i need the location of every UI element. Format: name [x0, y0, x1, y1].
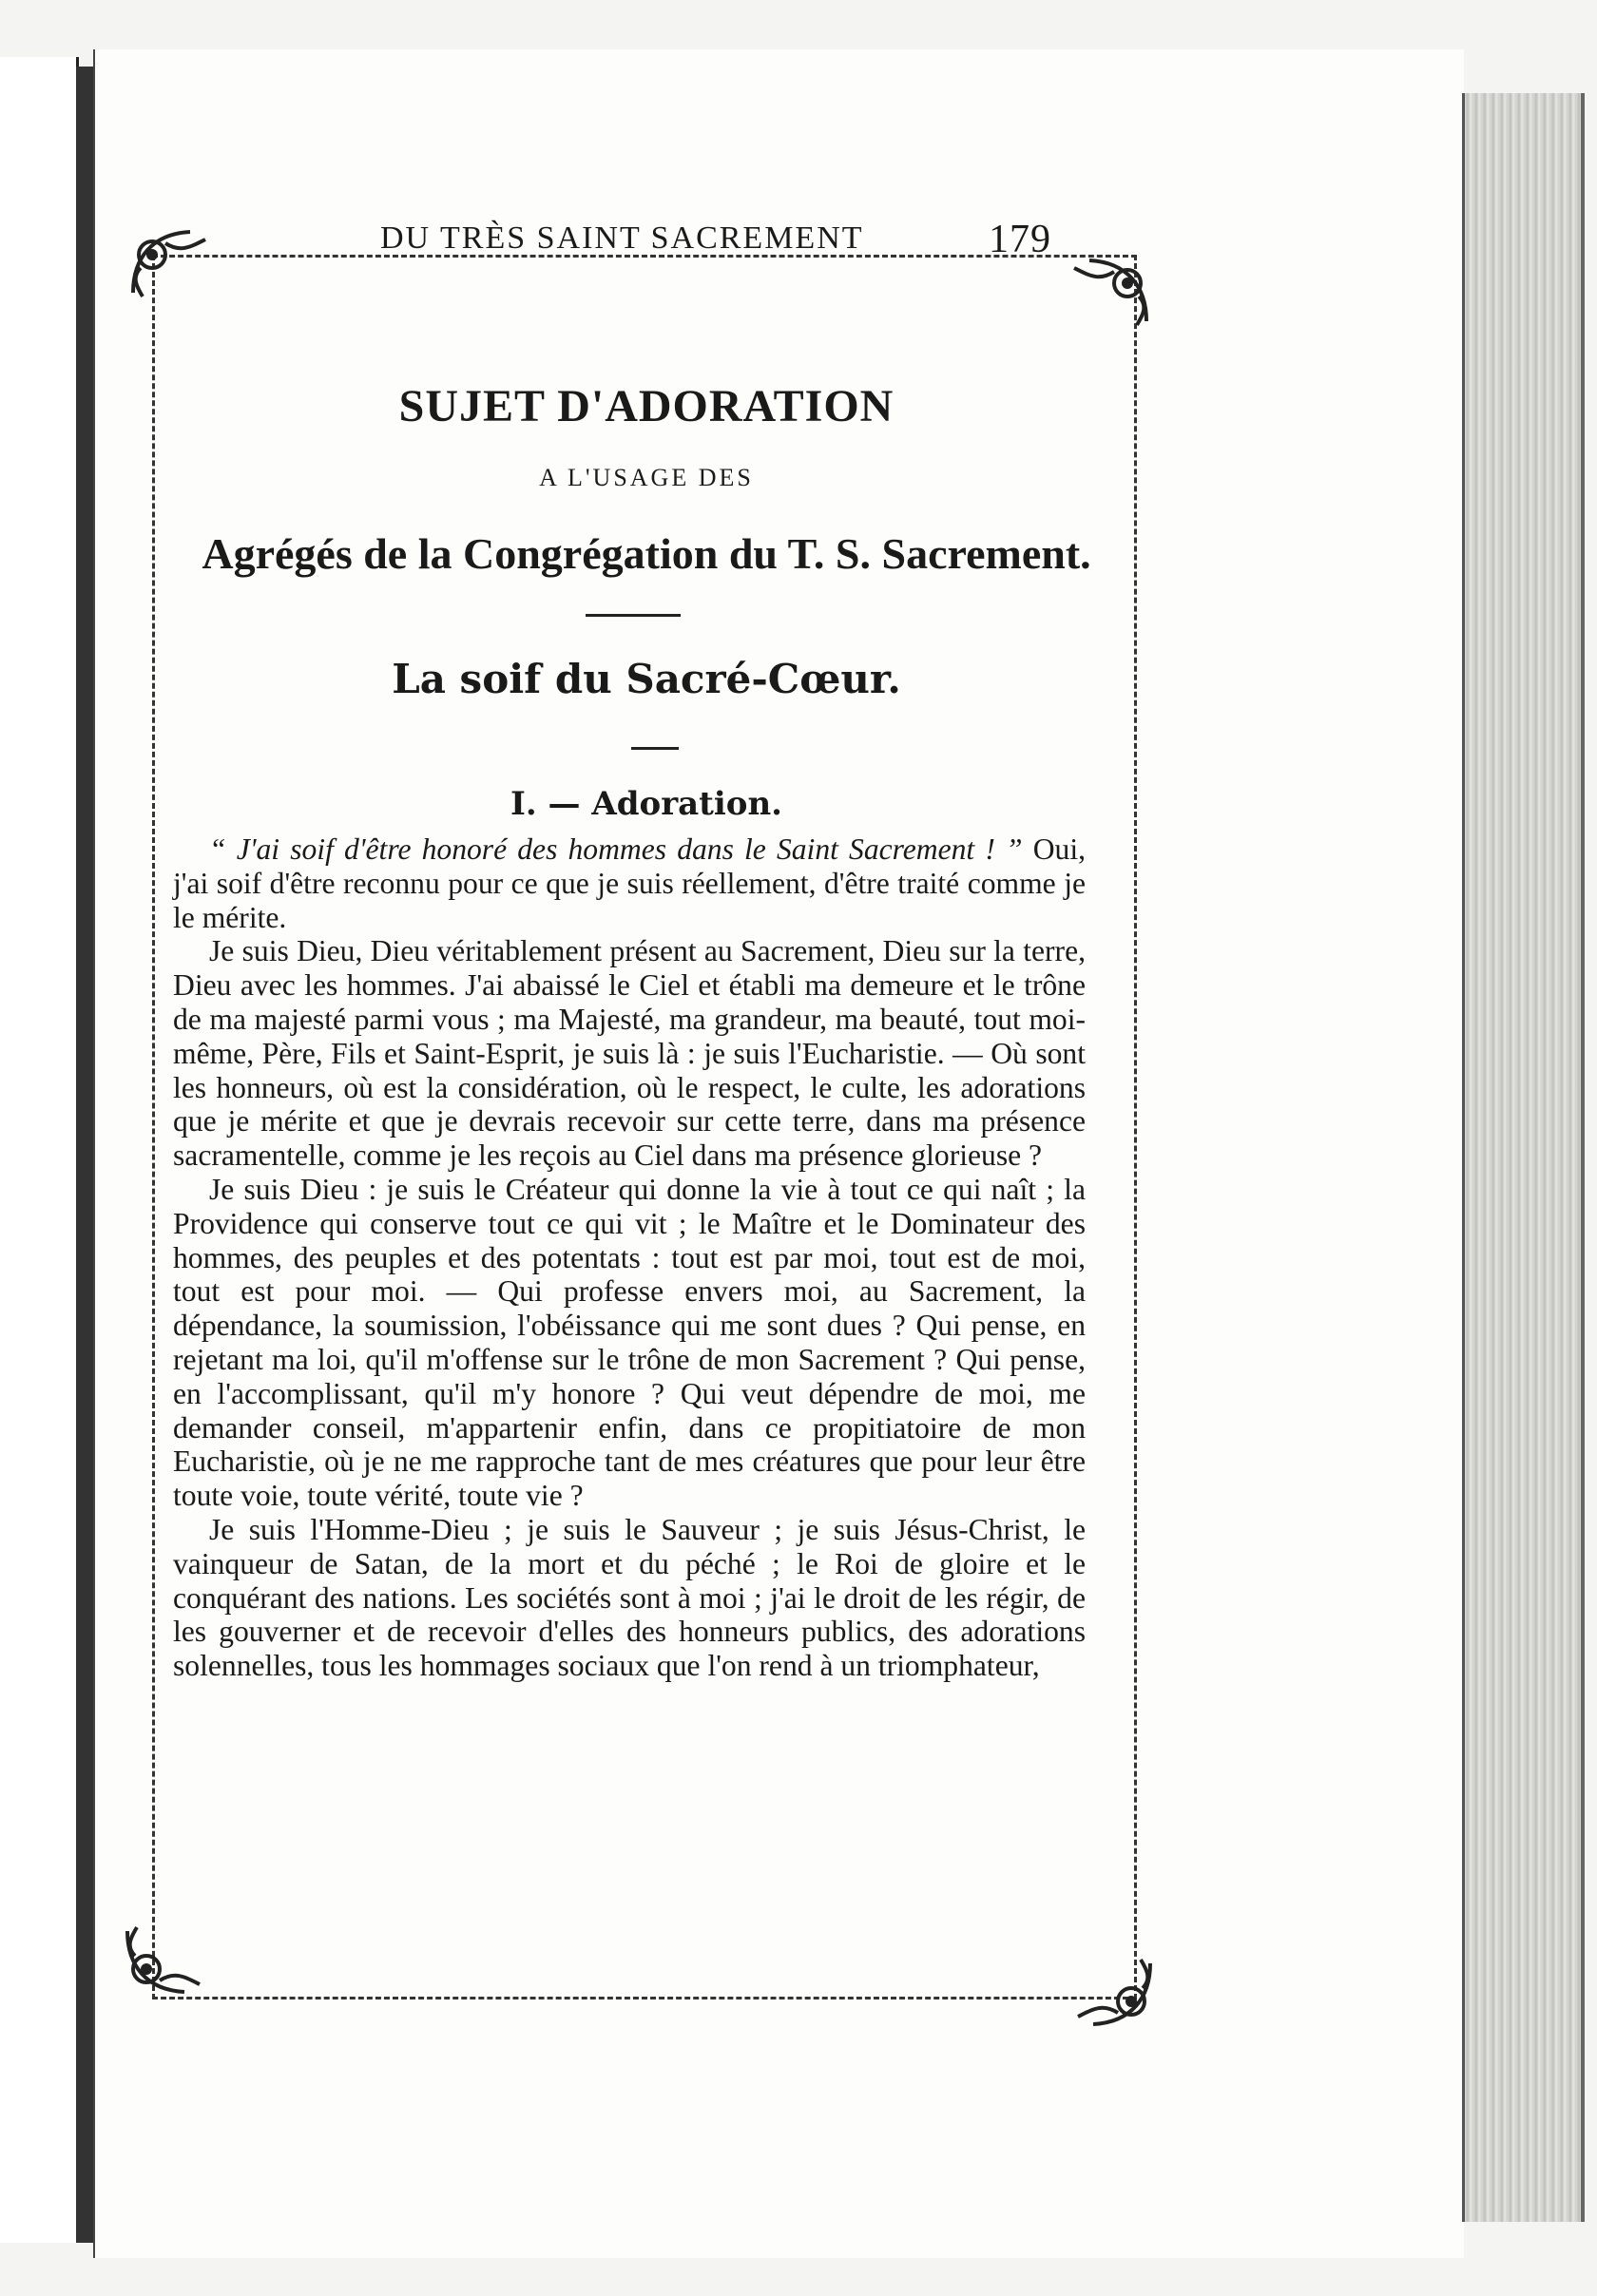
- topic-heading: La soif du Sacré-Cœur.: [392, 656, 901, 702]
- paragraph: Je suis Dieu, Dieu véritablement présent au Sacrement, Dieu sur la terre, Dieu avec les hommes. J'ai abaissé le Ciel et établi ma demeure et le trône de ma majesté parmi vous ; ma Majesté, ma grandeur, ma beauté, tout moi-même, Père, Fils et Saint-Esprit, je suis là : je suis l'Eucharistie. — Où sont les honneurs, où est la considération, où le respect, le culte, les adorations que je mérite et que je devrais recevoir sur cette terre, dans ma présence sacramentelle, comme je les reçois au Ciel dans ma présence glorieuse ?: [173, 934, 1086, 1173]
- paragraph: Je suis Dieu : je suis le Créateur qui donne la vie à tout ce qui naît ; la Providence qui conserve tout ce qui vit ; le Maître et le Dominateur des hommes, des peuples et des potentats : tout est par moi, tout est de moi, tout est pour moi. — Qui professe envers moi, au Sacrement, la dépendance, la soumission, l'obéissance qui me sont dues ? Qui pense, en rejetant ma loi, qu'il m'offense sur le trône de mon Sacrement ? Qui pense, en l'accomplissant, qu'il m'y honore ? Qui veut dépendre de moi, me demander conseil, m'appartenir enfin, dans ce propitiatoire de mon Eucharistie, où je ne me rapproche tant de mes créatures que pour leur être toute voie, toute vérité, toute vie ?: [173, 1172, 1086, 1513]
- paragraph: Je suis l'Homme-Dieu ; je suis le Sauveur ; je suis Jésus-Christ, le vainqueur de Satan, de la mort et du péché ; le Roi de gloire et le conquérant des nations. Les sociétés sont à moi ; j'ai le droit de les régir, de les gouverner et de recevoir d'elles des honneurs publics, des adorations solennelles, tous les hommages sociaux que l'on rend à un triomphateur,: [173, 1512, 1086, 1683]
- page-number: 179: [989, 218, 1051, 261]
- divider-rule: [631, 747, 679, 750]
- usage-subtitle: A L'USAGE DES: [539, 464, 754, 491]
- left-page-edge: [0, 57, 79, 2243]
- quote: “ J'ai soif d'être honoré des hommes dans le Saint Sacrement ! ”: [209, 832, 1023, 866]
- running-title: DU TRÈS SAINT SACREMENT: [380, 220, 864, 256]
- floral-ornament-icon: [118, 1922, 209, 2003]
- floral-ornament-icon: [1068, 1954, 1160, 2036]
- congregation-heading: Agrégés de la Congrégation du T. S. Sacrement.: [202, 529, 1091, 578]
- book-fore-edge: [1462, 93, 1585, 2222]
- main-title: SUJET D'ADORATION: [398, 381, 895, 431]
- divider-rule: [586, 614, 681, 617]
- section-heading: I. — Adoration.: [510, 785, 783, 823]
- floral-ornament-icon: [124, 220, 215, 302]
- body-text: [173, 832, 1086, 1683]
- paragraph: [173, 832, 1086, 934]
- page-top-flap: [1131, 49, 1462, 99]
- floral-ornament-icon: [1065, 249, 1156, 331]
- paragraph-text: Oui, j'ai soif d'être reconnu pour ce que je suis réellement, d'être traité comme je le mérite.: [173, 832, 1087, 934]
